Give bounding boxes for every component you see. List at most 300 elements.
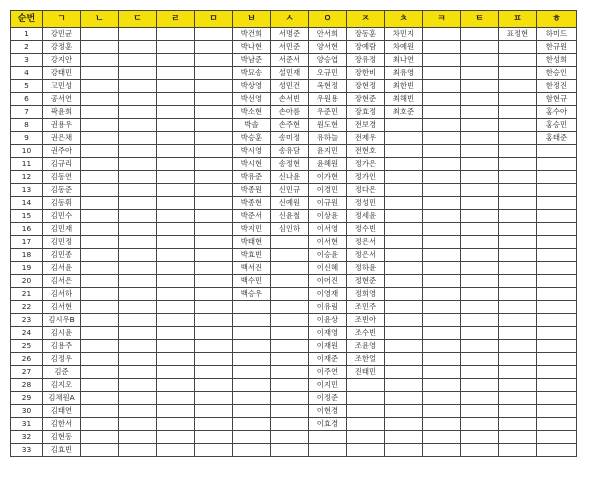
name-cell[interactable] (423, 262, 461, 275)
name-cell[interactable] (233, 301, 271, 314)
name-cell[interactable] (347, 444, 385, 457)
name-cell[interactable] (461, 288, 499, 301)
name-cell[interactable] (81, 301, 119, 314)
name-cell[interactable] (195, 288, 233, 301)
name-cell[interactable] (195, 132, 233, 145)
name-cell[interactable]: 김한서 (43, 418, 81, 431)
name-cell[interactable] (423, 288, 461, 301)
name-cell[interactable] (423, 327, 461, 340)
header-cell-consonant[interactable]: ㅁ (195, 11, 233, 28)
name-cell[interactable] (157, 353, 195, 366)
name-cell[interactable]: 김민종 (43, 249, 81, 262)
name-cell[interactable] (81, 171, 119, 184)
name-cell[interactable]: 김동연 (43, 171, 81, 184)
name-cell[interactable] (461, 431, 499, 444)
name-cell[interactable]: 김서은 (43, 275, 81, 288)
name-cell[interactable] (461, 249, 499, 262)
name-cell[interactable] (195, 67, 233, 80)
name-cell[interactable] (499, 158, 537, 171)
name-cell[interactable] (119, 340, 157, 353)
name-cell[interactable]: 전제우 (347, 132, 385, 145)
name-cell[interactable] (81, 197, 119, 210)
name-cell[interactable]: 김동준 (43, 184, 81, 197)
name-cell[interactable] (537, 158, 577, 171)
row-number-cell[interactable]: 28 (11, 379, 43, 392)
name-cell[interactable] (157, 158, 195, 171)
name-cell[interactable]: 최해빈 (385, 93, 423, 106)
name-cell[interactable] (461, 93, 499, 106)
name-cell[interactable]: 윤혜원 (309, 158, 347, 171)
name-cell[interactable]: 정하윤 (347, 262, 385, 275)
name-cell[interactable] (385, 418, 423, 431)
name-cell[interactable]: 유하늘 (309, 132, 347, 145)
name-cell[interactable]: 조윤영 (347, 340, 385, 353)
name-cell[interactable] (423, 314, 461, 327)
name-cell[interactable]: 김서현 (43, 301, 81, 314)
name-cell[interactable] (233, 379, 271, 392)
name-cell[interactable] (233, 431, 271, 444)
name-cell[interactable] (309, 444, 347, 457)
row-number-cell[interactable]: 10 (11, 145, 43, 158)
name-cell[interactable] (195, 262, 233, 275)
name-cell[interactable] (461, 171, 499, 184)
name-cell[interactable] (195, 301, 233, 314)
name-cell[interactable] (461, 119, 499, 132)
name-cell[interactable] (195, 275, 233, 288)
name-cell[interactable]: 김민정 (43, 236, 81, 249)
name-cell[interactable] (385, 158, 423, 171)
name-cell[interactable] (119, 405, 157, 418)
name-cell[interactable] (537, 366, 577, 379)
name-cell[interactable]: 이신혜 (309, 262, 347, 275)
name-cell[interactable]: 한규원 (537, 41, 577, 54)
name-cell[interactable] (81, 327, 119, 340)
name-cell[interactable] (157, 249, 195, 262)
name-cell[interactable] (81, 288, 119, 301)
name-cell[interactable]: 이윤상 (309, 314, 347, 327)
name-cell[interactable] (119, 392, 157, 405)
name-cell[interactable]: 이현경 (309, 405, 347, 418)
name-cell[interactable]: 공서연 (43, 93, 81, 106)
name-cell[interactable]: 손아름 (271, 106, 309, 119)
row-number-cell[interactable]: 11 (11, 158, 43, 171)
name-cell[interactable] (499, 366, 537, 379)
name-cell[interactable] (119, 106, 157, 119)
name-cell[interactable]: 홍수아 (537, 106, 577, 119)
name-cell[interactable] (461, 340, 499, 353)
name-cell[interactable]: 신예원 (271, 197, 309, 210)
name-cell[interactable] (157, 444, 195, 457)
name-cell[interactable]: 박나현 (233, 41, 271, 54)
row-number-cell[interactable]: 12 (11, 171, 43, 184)
name-cell[interactable] (461, 41, 499, 54)
name-cell[interactable] (119, 67, 157, 80)
name-cell[interactable] (195, 28, 233, 41)
name-cell[interactable] (81, 353, 119, 366)
name-cell[interactable] (423, 405, 461, 418)
name-cell[interactable]: 신나윤 (271, 171, 309, 184)
name-cell[interactable]: 백서진 (233, 262, 271, 275)
name-cell[interactable] (119, 132, 157, 145)
name-cell[interactable] (119, 197, 157, 210)
name-cell[interactable] (499, 262, 537, 275)
row-number-cell[interactable]: 13 (11, 184, 43, 197)
name-cell[interactable] (119, 236, 157, 249)
name-cell[interactable]: 박효빈 (233, 249, 271, 262)
name-cell[interactable]: 박유준 (233, 171, 271, 184)
name-cell[interactable] (157, 236, 195, 249)
name-cell[interactable] (233, 327, 271, 340)
name-cell[interactable] (157, 93, 195, 106)
header-cell-consonant[interactable]: ㄷ (119, 11, 157, 28)
name-cell[interactable] (385, 340, 423, 353)
name-cell[interactable] (537, 236, 577, 249)
row-number-cell[interactable]: 33 (11, 444, 43, 457)
name-cell[interactable] (537, 184, 577, 197)
row-number-cell[interactable]: 8 (11, 119, 43, 132)
row-number-cell[interactable]: 29 (11, 392, 43, 405)
name-cell[interactable] (271, 236, 309, 249)
name-cell[interactable]: 송정현 (271, 158, 309, 171)
name-cell[interactable]: 장예람 (347, 41, 385, 54)
name-cell[interactable] (423, 392, 461, 405)
name-cell[interactable] (537, 145, 577, 158)
name-cell[interactable]: 박남준 (233, 54, 271, 67)
name-cell[interactable] (461, 353, 499, 366)
name-cell[interactable]: 김태연 (43, 405, 81, 418)
name-cell[interactable] (537, 275, 577, 288)
name-cell[interactable]: 박준서 (233, 210, 271, 223)
name-cell[interactable] (81, 119, 119, 132)
name-cell[interactable] (499, 301, 537, 314)
name-cell[interactable]: 권주아 (43, 145, 81, 158)
name-cell[interactable] (195, 171, 233, 184)
row-number-cell[interactable]: 5 (11, 80, 43, 93)
name-cell[interactable] (195, 327, 233, 340)
name-cell[interactable] (157, 28, 195, 41)
name-cell[interactable]: 전보경 (347, 119, 385, 132)
name-cell[interactable] (233, 418, 271, 431)
name-cell[interactable] (119, 418, 157, 431)
name-cell[interactable] (461, 314, 499, 327)
name-cell[interactable] (81, 28, 119, 41)
name-cell[interactable] (119, 301, 157, 314)
name-cell[interactable] (461, 223, 499, 236)
name-cell[interactable] (385, 314, 423, 327)
name-cell[interactable] (423, 366, 461, 379)
row-number-cell[interactable]: 30 (11, 405, 43, 418)
name-cell[interactable] (119, 366, 157, 379)
name-cell[interactable]: 함현규 (537, 93, 577, 106)
name-cell[interactable]: 최유영 (385, 67, 423, 80)
name-cell[interactable] (461, 262, 499, 275)
name-cell[interactable] (81, 314, 119, 327)
name-cell[interactable] (195, 379, 233, 392)
name-cell[interactable] (271, 392, 309, 405)
name-cell[interactable]: 조민주 (347, 301, 385, 314)
name-cell[interactable]: 김현동 (43, 431, 81, 444)
name-cell[interactable] (195, 223, 233, 236)
name-cell[interactable] (195, 392, 233, 405)
name-cell[interactable]: 박소현 (233, 106, 271, 119)
name-cell[interactable] (271, 379, 309, 392)
name-cell[interactable]: 서민준 (271, 41, 309, 54)
name-cell[interactable]: 한성희 (537, 54, 577, 67)
name-cell[interactable] (157, 262, 195, 275)
name-cell[interactable]: 박승훈 (233, 132, 271, 145)
name-cell[interactable] (499, 54, 537, 67)
name-cell[interactable] (271, 418, 309, 431)
name-cell[interactable] (461, 327, 499, 340)
name-cell[interactable] (119, 444, 157, 457)
name-cell[interactable]: 김정우 (43, 353, 81, 366)
name-cell[interactable] (499, 431, 537, 444)
name-cell[interactable]: 이재준 (309, 353, 347, 366)
name-cell[interactable] (81, 93, 119, 106)
name-cell[interactable]: 정성민 (347, 197, 385, 210)
name-cell[interactable] (157, 197, 195, 210)
name-cell[interactable] (157, 314, 195, 327)
name-cell[interactable] (271, 340, 309, 353)
name-cell[interactable]: 정희영 (347, 288, 385, 301)
name-cell[interactable]: 박솔 (233, 119, 271, 132)
name-cell[interactable]: 손서빈 (271, 93, 309, 106)
name-cell[interactable] (195, 93, 233, 106)
name-cell[interactable]: 이정준 (309, 392, 347, 405)
name-cell[interactable] (195, 145, 233, 158)
name-cell[interactable]: 설민재 (271, 67, 309, 80)
name-cell[interactable]: 안서희 (309, 28, 347, 41)
name-cell[interactable]: 김준 (43, 366, 81, 379)
name-cell[interactable] (423, 28, 461, 41)
row-number-cell[interactable]: 14 (11, 197, 43, 210)
name-cell[interactable] (271, 327, 309, 340)
name-cell[interactable]: 홍태준 (537, 132, 577, 145)
name-cell[interactable] (195, 340, 233, 353)
name-cell[interactable]: 최한빈 (385, 80, 423, 93)
name-cell[interactable]: 표정현 (499, 28, 537, 41)
row-number-cell[interactable]: 26 (11, 353, 43, 366)
name-cell[interactable] (499, 93, 537, 106)
name-cell[interactable] (461, 197, 499, 210)
name-cell[interactable] (119, 288, 157, 301)
name-cell[interactable] (157, 327, 195, 340)
name-cell[interactable] (81, 405, 119, 418)
name-cell[interactable] (81, 275, 119, 288)
name-cell[interactable] (195, 431, 233, 444)
name-cell[interactable]: 이가현 (309, 171, 347, 184)
name-cell[interactable] (81, 106, 119, 119)
name-cell[interactable] (157, 80, 195, 93)
name-cell[interactable] (537, 249, 577, 262)
name-cell[interactable] (195, 353, 233, 366)
name-cell[interactable] (81, 340, 119, 353)
name-cell[interactable] (195, 405, 233, 418)
name-cell[interactable] (385, 119, 423, 132)
name-cell[interactable] (461, 301, 499, 314)
name-cell[interactable] (385, 431, 423, 444)
name-cell[interactable] (499, 145, 537, 158)
name-cell[interactable] (385, 197, 423, 210)
name-cell[interactable] (423, 80, 461, 93)
name-cell[interactable] (461, 132, 499, 145)
name-cell[interactable]: 신윤철 (271, 210, 309, 223)
name-cell[interactable] (157, 418, 195, 431)
name-cell[interactable] (271, 275, 309, 288)
name-cell[interactable]: 신민규 (271, 184, 309, 197)
name-cell[interactable] (423, 275, 461, 288)
name-cell[interactable] (233, 392, 271, 405)
name-cell[interactable] (347, 431, 385, 444)
row-number-cell[interactable]: 2 (11, 41, 43, 54)
name-cell[interactable] (347, 379, 385, 392)
name-cell[interactable] (195, 444, 233, 457)
name-cell[interactable]: 백승우 (233, 288, 271, 301)
name-cell[interactable]: 우원용 (309, 93, 347, 106)
name-cell[interactable]: 이효경 (309, 418, 347, 431)
name-cell[interactable] (81, 379, 119, 392)
name-cell[interactable] (499, 249, 537, 262)
name-cell[interactable]: 강민균 (43, 28, 81, 41)
name-cell[interactable] (195, 106, 233, 119)
name-cell[interactable] (537, 301, 577, 314)
name-cell[interactable] (195, 54, 233, 67)
name-cell[interactable] (385, 366, 423, 379)
name-cell[interactable] (271, 288, 309, 301)
name-cell[interactable]: 강태민 (43, 67, 81, 80)
name-cell[interactable] (461, 275, 499, 288)
name-cell[interactable]: 손주현 (271, 119, 309, 132)
name-cell[interactable] (81, 366, 119, 379)
name-cell[interactable] (233, 314, 271, 327)
name-cell[interactable] (499, 119, 537, 132)
name-cell[interactable] (537, 340, 577, 353)
name-cell[interactable] (423, 223, 461, 236)
name-cell[interactable] (423, 340, 461, 353)
name-cell[interactable]: 박건희 (233, 28, 271, 41)
name-cell[interactable]: 박종현 (233, 197, 271, 210)
name-cell[interactable] (385, 379, 423, 392)
name-cell[interactable] (271, 405, 309, 418)
name-cell[interactable]: 홍승민 (537, 119, 577, 132)
name-cell[interactable] (81, 41, 119, 54)
name-cell[interactable] (499, 353, 537, 366)
name-cell[interactable] (423, 210, 461, 223)
name-cell[interactable] (461, 444, 499, 457)
row-number-cell[interactable]: 27 (11, 366, 43, 379)
name-cell[interactable] (461, 405, 499, 418)
name-cell[interactable] (119, 379, 157, 392)
name-cell[interactable] (157, 431, 195, 444)
name-cell[interactable]: 장동훈 (347, 28, 385, 41)
name-cell[interactable] (119, 262, 157, 275)
name-cell[interactable] (233, 405, 271, 418)
name-cell[interactable] (119, 275, 157, 288)
header-cell-consonant[interactable]: ㅍ (499, 11, 537, 28)
name-cell[interactable] (537, 444, 577, 457)
name-cell[interactable] (385, 301, 423, 314)
name-cell[interactable]: 김효빈 (43, 444, 81, 457)
name-cell[interactable]: 이어진 (309, 275, 347, 288)
name-cell[interactable] (233, 353, 271, 366)
name-cell[interactable] (423, 444, 461, 457)
name-cell[interactable] (461, 184, 499, 197)
name-cell[interactable]: 한승인 (537, 67, 577, 80)
name-cell[interactable] (81, 184, 119, 197)
row-number-cell[interactable]: 24 (11, 327, 43, 340)
name-cell[interactable] (119, 223, 157, 236)
name-cell[interactable]: 최호준 (385, 106, 423, 119)
name-cell[interactable]: 송미정 (271, 132, 309, 145)
name-cell[interactable] (423, 353, 461, 366)
name-cell[interactable] (119, 171, 157, 184)
name-cell[interactable]: 박종원 (233, 184, 271, 197)
name-cell[interactable]: 이경민 (309, 184, 347, 197)
name-cell[interactable] (423, 197, 461, 210)
name-cell[interactable] (499, 132, 537, 145)
name-cell[interactable] (157, 41, 195, 54)
name-cell[interactable]: 서명준 (271, 28, 309, 41)
name-cell[interactable] (537, 171, 577, 184)
name-cell[interactable] (157, 405, 195, 418)
row-number-cell[interactable]: 16 (11, 223, 43, 236)
name-cell[interactable]: 오규민 (309, 67, 347, 80)
name-cell[interactable]: 이상윤 (309, 210, 347, 223)
name-cell[interactable] (157, 184, 195, 197)
name-cell[interactable]: 정가은 (347, 158, 385, 171)
name-cell[interactable] (271, 262, 309, 275)
name-cell[interactable] (233, 366, 271, 379)
name-cell[interactable]: 정세윤 (347, 210, 385, 223)
name-cell[interactable] (119, 249, 157, 262)
name-cell[interactable] (347, 418, 385, 431)
name-cell[interactable] (499, 379, 537, 392)
name-cell[interactable] (423, 67, 461, 80)
row-number-cell[interactable]: 20 (11, 275, 43, 288)
name-cell[interactable] (461, 80, 499, 93)
name-cell[interactable] (423, 41, 461, 54)
name-cell[interactable] (499, 275, 537, 288)
name-cell[interactable] (537, 262, 577, 275)
name-cell[interactable]: 정다은 (347, 184, 385, 197)
name-cell[interactable] (157, 379, 195, 392)
name-cell[interactable]: 이지민 (309, 379, 347, 392)
row-number-cell[interactable]: 23 (11, 314, 43, 327)
name-cell[interactable] (119, 353, 157, 366)
name-cell[interactable]: 양서현 (309, 41, 347, 54)
name-cell[interactable] (195, 236, 233, 249)
name-cell[interactable] (499, 184, 537, 197)
name-cell[interactable] (195, 119, 233, 132)
name-cell[interactable] (461, 418, 499, 431)
name-cell[interactable]: 장한비 (347, 67, 385, 80)
name-cell[interactable] (499, 392, 537, 405)
name-cell[interactable] (119, 93, 157, 106)
name-cell[interactable] (195, 314, 233, 327)
name-cell[interactable] (385, 210, 423, 223)
name-cell[interactable] (499, 405, 537, 418)
name-cell[interactable]: 옥현정 (309, 80, 347, 93)
name-cell[interactable] (157, 288, 195, 301)
name-cell[interactable] (81, 262, 119, 275)
name-cell[interactable] (423, 132, 461, 145)
name-cell[interactable]: 김민수 (43, 210, 81, 223)
name-cell[interactable]: 정현준 (347, 275, 385, 288)
name-cell[interactable]: 정수빈 (347, 223, 385, 236)
name-cell[interactable] (499, 210, 537, 223)
name-cell[interactable] (423, 379, 461, 392)
name-cell[interactable] (461, 210, 499, 223)
